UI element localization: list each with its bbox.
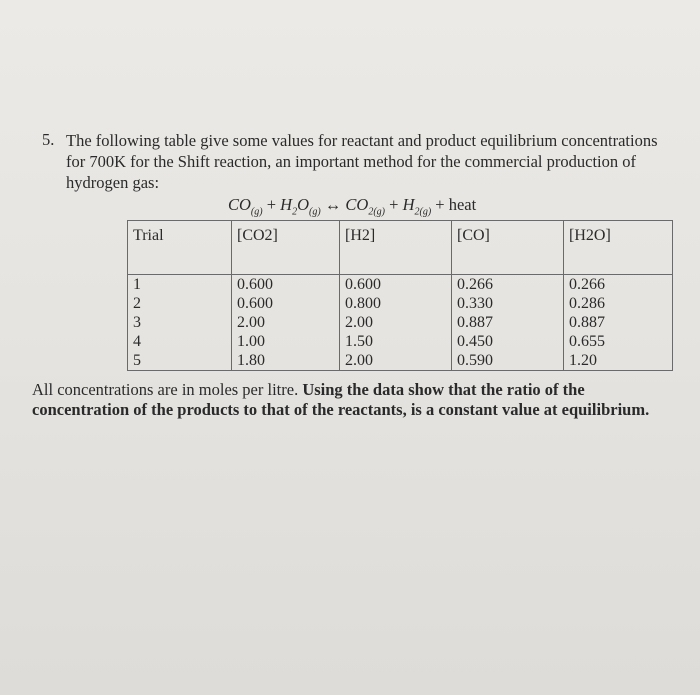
table-row xyxy=(128,351,673,371)
cell-h2o: 0.655 xyxy=(564,332,673,351)
cell-co: 0.590 xyxy=(452,351,564,371)
footer-plain: All concentrations are in moles per litre. xyxy=(32,380,303,399)
cell-h2: 0.800 xyxy=(340,294,452,313)
eq-o: O xyxy=(297,195,309,214)
cell-trial: 4 xyxy=(128,332,232,351)
footer-bold: Using the data show that the ratio of the concentration of the products to that of the reactants, is a constant value at equilibrium. xyxy=(32,380,650,419)
cell-h2: 0.600 xyxy=(340,275,452,295)
table-row xyxy=(128,294,673,313)
question-text: The following table give some values for reactant and product equilibrium concentrations for 700K for the Shift reaction, an important method for the commercial production of hydrogen gas: xyxy=(66,131,658,192)
cell-co: 0.330 xyxy=(452,294,564,313)
cell-co2: 0.600 xyxy=(232,294,340,313)
cell-trial: 2 xyxy=(128,294,232,313)
equilibrium-table xyxy=(127,220,673,371)
cell-h2o: 0.266 xyxy=(564,275,673,295)
eq-arrow: ↔ xyxy=(320,195,346,214)
cell-co: 0.887 xyxy=(452,313,564,332)
header-co2: [CO2] xyxy=(232,221,340,275)
eq-co2-state: 2(g) xyxy=(368,206,386,218)
eq-h2: H xyxy=(402,195,415,214)
header-trial: Trial xyxy=(128,221,232,275)
eq-h2o-state: (g) xyxy=(309,206,321,218)
eq-h: H xyxy=(280,195,293,214)
question-instructions xyxy=(32,380,672,420)
eq-h2-sub: 2 xyxy=(292,206,298,218)
cell-trial: 1 xyxy=(128,275,232,295)
cell-trial: 5 xyxy=(128,351,232,371)
eq-h2-state: 2(g) xyxy=(414,206,432,218)
cell-h2: 2.00 xyxy=(340,351,452,371)
cell-co2: 2.00 xyxy=(232,313,340,332)
eq-co: CO xyxy=(228,195,251,214)
question-number: 5. xyxy=(42,130,55,149)
cell-h2o: 1.20 xyxy=(564,351,673,371)
header-h2o: [H2O] xyxy=(564,221,673,275)
cell-h2: 1.50 xyxy=(340,332,452,351)
cell-h2o: 0.887 xyxy=(564,313,673,332)
eq-heat: + heat xyxy=(431,195,477,214)
table-row xyxy=(128,275,673,295)
eq-plus-1: + xyxy=(262,195,281,214)
cell-co2: 1.00 xyxy=(232,332,340,351)
table-row xyxy=(128,313,673,332)
eq-plus-2: + xyxy=(385,195,403,214)
cell-h2o: 0.286 xyxy=(564,294,673,313)
cell-trial: 3 xyxy=(128,313,232,332)
cell-co: 0.450 xyxy=(452,332,564,351)
header-co: [CO] xyxy=(452,221,564,275)
cell-co2: 1.80 xyxy=(232,351,340,371)
cell-co: 0.266 xyxy=(452,275,564,295)
shift-reaction-equation xyxy=(228,195,476,217)
table-header-row xyxy=(128,221,673,275)
eq-co2: CO xyxy=(345,195,369,214)
eq-co-state: (g) xyxy=(250,206,263,218)
cell-h2: 2.00 xyxy=(340,313,452,332)
table-row xyxy=(128,332,673,351)
cell-co2: 0.600 xyxy=(232,275,340,295)
header-h2: [H2] xyxy=(340,221,452,275)
